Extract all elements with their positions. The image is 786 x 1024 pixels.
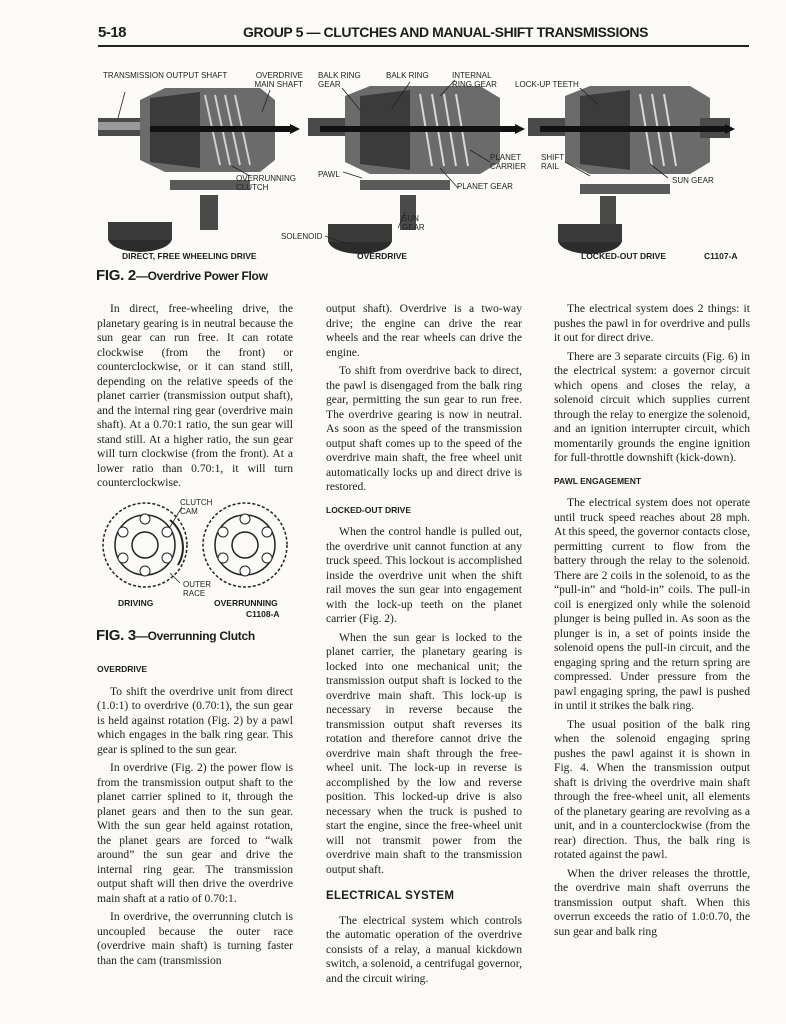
section-heading-locked-out-drive: LOCKED-OUT DRIVE (326, 504, 411, 515)
caption-overdrive: OVERDRIVE (357, 251, 408, 261)
paragraph: In direct, free-wheeling drive, the planetary gearing is in neutral because the sun gear can run free. It can rotate clockwise (from the front) or counterclockwise, or it can stand still, depending on the relative speeds of the planet carrier (transmission output shaft), and the internal ring gear (overdrive main shaft). At a 0.70:1 ratio, the sun gear will stand still. At a higher ratio, the sun gear will turn clockwise (from the front). At a lower ratio than 0.70:1, it will turn counterclockwise. (97, 302, 293, 489)
label-planet-gear: PLANET GEAR (457, 182, 513, 191)
column-2 (326, 302, 522, 990)
paragraph: The usual position of the balk ring when the solenoid engaging spring pushes the pawl against it is shown in Fig. 4. When the transmission output shaft is driving the overdrive main shaft through the free-wheel unit, all elements of the planetary gearing are revolving as a unit, and in a counterclockwise (from the rear) direction. Thus, the balk ring is rotated against the pawl. (554, 717, 750, 861)
column-1-upper (97, 302, 293, 495)
label-outer-race: OUTER RACE (183, 580, 211, 598)
paragraph: In overdrive (Fig. 2) the power flow is from the transmission output shaft to the planet carrier splined to it, through the planet gears and then to the sun gear. With the sun gear held against rotation, the planet gears are forced to “walk around” the sun gear and drive the internal ring gear. The transmission output shaft will then drive the overdrive main shaft at a ratio of 0.70:1. (97, 761, 293, 905)
section-heading-pawl-engagement: PAWL ENGAGEMENT (554, 475, 642, 486)
direct-drive-panel-drawing (98, 88, 300, 252)
paragraph: output shaft). Overdrive is a two-way drive; the engine can drive the rear wheels and the rear wheels can drive the engine. (326, 302, 522, 359)
paragraph: In overdrive, the overrunning clutch is uncoupled because the outer race (overdrive main shaft) is turning faster than the cam (transmission (97, 910, 293, 967)
paragraph: There are 3 separate circuits (Fig. 6) in the electrical system: a governor circuit which opens and closes the relay, a solenoid circuit which supplies current through the relay to energize the solenoid, and an ignition interrupter circuit, which momentarily grounds the engine ignition for full-throttle downshift (kick-down). (554, 349, 750, 464)
driving-clutch-drawing (103, 503, 187, 587)
column-1-lower (97, 654, 293, 972)
paragraph: When the sun gear is locked to the planet carrier, the planetary gearing is locked into one mechanical unit; the transmission output shaft is locked to the overdrive main shaft. This lock-up is necessary in reverse because the transmission output shaft reverses its rotation and therefore cannot drive the overdrive main shaft through the free-wheel unit. The lock-up in reverse is accomplished by the low and reverse position. This locked-up drive is also necessary when the truck is pushed to start the engine, since the free-wheel unit will not transmit power from the overdrive main shaft to the transmission output shaft. (326, 630, 522, 876)
figure-3-code: C1108-A (246, 609, 280, 619)
section-heading-electrical-system: ELECTRICAL SYSTEM (326, 890, 455, 902)
paragraph: When the control handle is pulled out, the overdrive unit cannot function at any truck speed. This lockout is accomplished inside the overdrive unit when the shift rail moves the sun gear into engagement with the lock-up teeth on the planet carrier (Fig. 2). (326, 525, 522, 625)
paragraph: When the driver releases the throttle, the overdrive main shaft overruns the transmission output shaft. When this overrun exceeds the ratio of 1.0:0.70, the sun gear and balk ring (554, 866, 750, 938)
label-solenoid: SOLENOID (281, 232, 323, 241)
page-number: 5-18 (98, 24, 127, 41)
label-balk-ring-gear: BALK RING GEAR (318, 71, 361, 89)
figure-2-code: C1107-A (704, 251, 738, 261)
figure-2-caption-number: FIG. 2 (96, 267, 136, 284)
paragraph: To shift the overdrive unit from direct (1.0:1) to overdrive (0.70:1), the sun gear is held against rotation (Fig. 2) by a pawl which engages in the balk ring gear. This gear is splined to the sun gear. (97, 684, 293, 756)
label-pawl: PAWL (318, 170, 340, 179)
paragraph: To shift from overdrive back to direct, the pawl is disengaged from the balk ring gear, permitting the sun gear to run free. The overdrive gearing is now in neutral. As soon as the speed of the transmission output shaft comes up to the speed of the overdrive main shaft, the free wheel unit automatically locks up and direct drive is restored. (326, 364, 522, 493)
label-shift-rail: SHIFT RAIL (541, 153, 564, 171)
label-lock-up-teeth: LOCK-UP TEETH (515, 80, 579, 89)
figure-2-caption (96, 267, 268, 284)
label-internal-ring-gear: INTERNAL RING GEAR (452, 71, 497, 89)
figure-3-caption-number: FIG. 3 (96, 627, 136, 644)
label-transmission-output-shaft: TRANSMISSION OUTPUT SHAFT (103, 71, 228, 80)
paragraph: The electrical system does not operate until truck speed reaches about 28 mph. At this speed, the governor contacts close, permitting current to flow from the battery through the relay to the solenoid. There are 2 coils in the solenoid, to as the “pull-in” and “hold-in” coils. The pull-in coil is energized only while the solenoid plunger is being pulled in. As soon as the plunger is in, a set of points inside the solenoid opens the pull-in circuit, and the engaging spring and the return spring are compressed. Under pressure from the pawl engaging spring, the pawl is pushed in until it strikes the balk ring. (554, 496, 750, 712)
caption-direct-drive: DIRECT, FREE WHEELING DRIVE (122, 251, 257, 261)
figure-3-caption (96, 627, 255, 644)
figure-3-caption-text: —Overrunning Clutch (135, 629, 255, 643)
label-clutch-cam: CLUTCH CAM (180, 498, 213, 516)
page-header-title: GROUP 5 — CLUTCHES AND MANUAL-SHIFT TRANSMISSIONS (243, 24, 649, 40)
paragraph: The electrical system which controls the automatic operation of the overdrive consists of a relay, a manual kickdown switch, a solenoid, a centrifugal governor, and the circuit wiring. (326, 913, 522, 985)
label-sun-gear-right: SUN GEAR (672, 176, 714, 185)
label-planet-carrier: PLANET CARRIER (490, 153, 527, 171)
figure-2-illustration (0, 0, 786, 280)
label-overdrive-main-shaft: OVERDRIVE MAIN SHAFT (254, 71, 303, 89)
paragraph: The electrical system does 2 things: it pushes the pawl in for overdrive and pulls it out for direct drive. (554, 302, 750, 344)
figure-2-caption-text: —Overdrive Power Flow (135, 269, 268, 283)
section-heading-overdrive: OVERDRIVE (97, 664, 148, 674)
caption-locked-out-drive: LOCKED-OUT DRIVE (581, 251, 666, 261)
label-driving: DRIVING (118, 598, 154, 608)
label-balk-ring: BALK RING (386, 71, 429, 80)
column-3 (554, 302, 750, 943)
label-overrunning-clutch: OVERRUNNING CLUTCH (236, 174, 297, 192)
label-sun-gear-center: SUN GEAR (402, 214, 425, 232)
label-overrunning: OVERRUNNING (214, 598, 278, 608)
